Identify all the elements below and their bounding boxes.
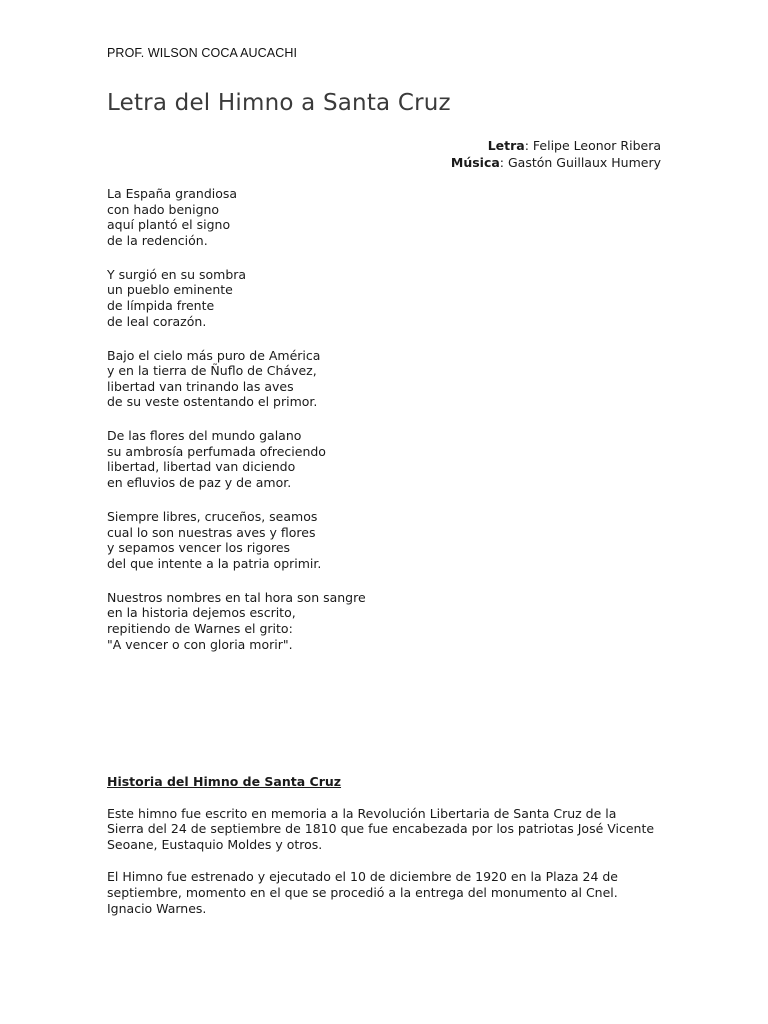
music-author: : Gastón Guillaux Humery [499,155,661,170]
verse-line: aquí plantó el signo [107,217,231,233]
stanza-2 [107,267,366,329]
stanza-4 [107,428,366,490]
paragraph-line: Ignacio Warnes. [107,900,207,916]
paragraph-line: Sierra del 24 de septiembre de 1810 que fue encabezada por los patriotas José Vicente [107,821,655,837]
stanza-6 [107,590,366,652]
anthem-lyrics [107,186,366,671]
verse-line: del que intente a la patria oprimir. [107,555,322,571]
history-section [107,774,667,933]
lyrics-credit [451,137,661,154]
verse-line: en efluvios de paz y de amor. [107,475,292,491]
verse-line: su ambrosía perfumada ofreciendo [107,443,326,459]
page-header-author: PROF. WILSON COCA AUCACHI [107,46,298,60]
music-credit [451,154,661,171]
verse-line: cual lo son nuestras aves y flores [107,524,316,540]
stanza-3 [107,348,366,410]
credits-block [451,137,661,171]
verse-line: y en la tierra de Ñuflo de Chávez, [107,363,317,379]
paragraph-line: Este himno fue escrito en memoria a la Revolución Libertaria de Santa Cruz de la [107,805,617,821]
verse-line: de leal corazón. [107,313,207,329]
verse-line: de la redención. [107,232,208,248]
lyrics-label: Letra [487,138,525,153]
verse-line: La España grandiosa [107,186,238,201]
verse-line: con hado benigno [107,201,220,217]
verse-line: Bajo el cielo más puro de América [107,347,321,363]
verse-line: libertad van trinando las aves [107,378,294,394]
verse-line: repitiendo de Warnes el grito: [107,621,293,637]
verse-line: de límpida frente [107,297,215,313]
verse-line: y sepamos vencer los rigores [107,540,291,556]
stanza-5 [107,509,366,571]
paragraph-line: El Himno fue estrenado y ejecutado el 10 de diciembre de 1920 en la Plaza 24 de [107,869,618,885]
verse-line: Nuestros nombres en tal hora son sangre [107,589,366,605]
document-title: Letra del Himno a Santa Cruz [107,90,451,116]
verse-line: Y surgió en su sombra [107,266,247,282]
verse-line: "A vencer o con gloria morir". [107,636,293,652]
verse-line: de su veste ostentando el primor. [107,394,318,410]
verse-line: libertad, libertad van diciendo [107,459,296,475]
stanza-1 [107,186,366,248]
verse-line: en la historia dejemos escrito, [107,605,296,621]
music-label: Música [450,155,500,170]
history-paragraph-1 [107,806,667,853]
paragraph-line: septiembre, momento en el que se procedió a la entrega del monumento al Cnel. [107,884,618,900]
paragraph-line: Seoane, Eustaquio Moldes y otros. [107,836,323,852]
history-heading: Historia del Himno de Santa Cruz [107,774,342,789]
lyrics-author: : Felipe Leonor Ribera [524,138,661,153]
verse-line: De las flores del mundo galano [107,428,302,444]
verse-line: Siempre libres, cruceños, seamos [107,509,318,525]
history-paragraph-2 [107,869,667,916]
verse-line: un pueblo eminente [107,282,233,298]
